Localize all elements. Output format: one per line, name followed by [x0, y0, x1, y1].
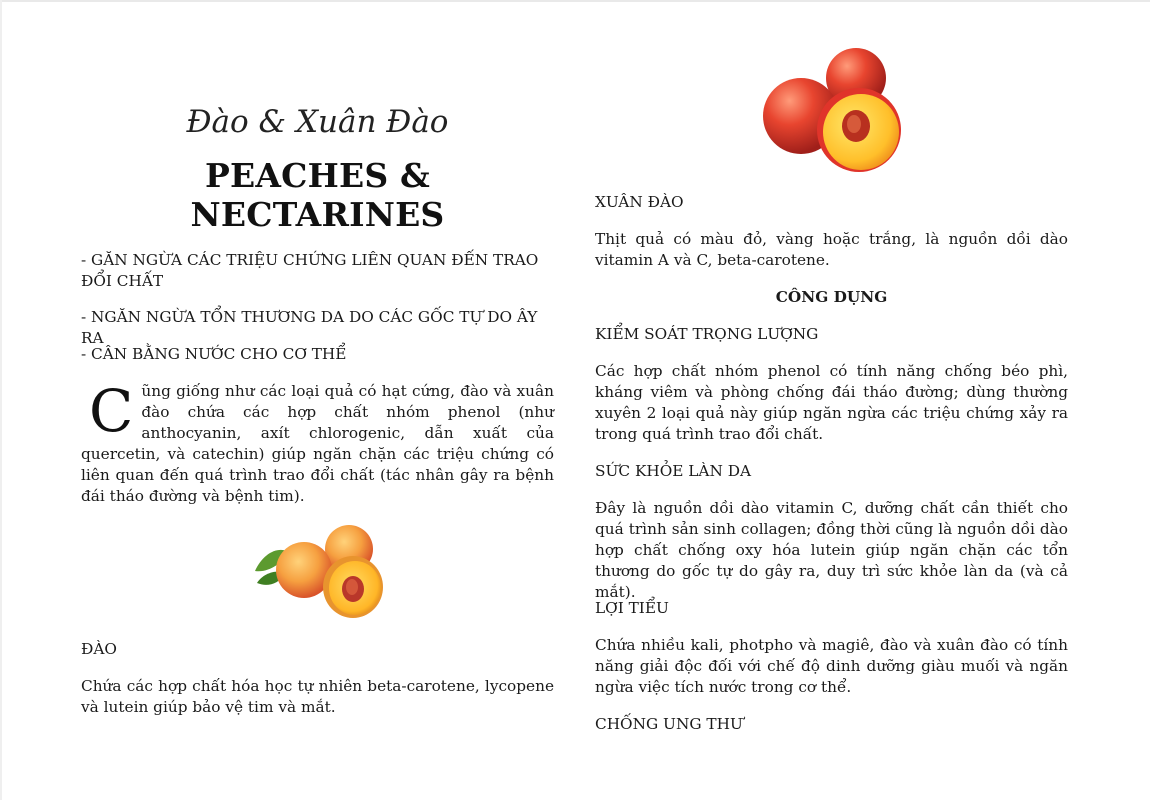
weight-text: Các hợp chất nhóm phenol có tính năng chống béo phì, kháng viêm và phòng chống đái tháo đường; dùng thường xuyên 2 loại quả này giúp ngăn ngừa các triệu chứng xảy ra trong quá trình trao đổi chất.	[595, 362, 1068, 443]
peaches-with-leaves-image	[249, 523, 389, 621]
title-english: PEACHES & NECTARINES	[190, 156, 445, 234]
xuandao-text: Thịt quả có màu đỏ, vàng hoặc trắng, là nguồn dồi dào vitamin A và C, beta-carotene.	[595, 230, 1068, 269]
diuretic-text: Chứa nhiều kali, photpho và magiê, đào và xuân đào có tính năng giải độc đối với chế độ dinh dưỡng giàu muối và ngăn ngừa việc tích nước trong cơ thể.	[595, 636, 1068, 696]
uses-heading: CÔNG DỤNG	[775, 288, 888, 306]
drop-cap: C	[89, 377, 134, 445]
nectarines-image	[761, 46, 903, 178]
benefit-1: - GĂN NGỪA CÁC TRIỆU CHỨNG LIÊN QUAN ĐẾN TRAO ĐỔI CHẤT	[81, 251, 539, 290]
benefit-3: - CÂN BẰNG NƯỚC CHO CƠ THỂ	[81, 345, 347, 363]
skin-text: Đây là nguồn dồi dào vitamin C, dưỡng chất cần thiết cho quá trình sản sinh collagen; đồng thời cũng là nguồn dồi dào hợp chất chống oxy hóa lutein giúp ngăn chặn các tổn thương do gốc tự do gây ra, duy trì sức khỏe làn da (và cả mắt).	[595, 499, 1068, 601]
intro-paragraph	[81, 377, 554, 507]
dao-text: Chứa các hợp chất hóa học tự nhiên beta-carotene, lycopene và lutein giúp bảo vệ tim và mắt.	[81, 677, 554, 716]
page-left-edge	[0, 0, 2, 800]
intro-text: ũng giống như các loại quả có hạt cứng, đào và xuân đào chứa các hợp chất nhóm phenol (như anthocyanin, axít chlorogenic, dẫn xuất của quercetin, và catechin) giúp ngăn chặn các triệu chứng có liên quan đến quá trình trao đổi chất (tác nhân gây ra bệnh đái tháo đường và bệnh tim).	[81, 382, 554, 505]
page-top-edge	[0, 0, 1150, 2]
skin-heading: SỨC KHỎE LÀN DA	[595, 462, 752, 480]
dao-heading: ĐÀO	[81, 640, 117, 658]
benefit-2: - NGĂN NGỪA TỔN THƯƠNG DA DO CÁC GỐC TỰ DO ÂY RA	[81, 308, 538, 347]
weight-heading: KIỂM SOÁT TRỌNG LƯỢNG	[595, 325, 819, 343]
xuandao-heading: XUÂN ĐÀO	[595, 193, 684, 211]
diuretic-heading: LỢI TIỂU	[595, 599, 669, 617]
cancer-heading: CHỐNG UNG THƯ	[595, 715, 743, 733]
title-vietnamese: Đào & Xuân Đào	[186, 104, 449, 140]
